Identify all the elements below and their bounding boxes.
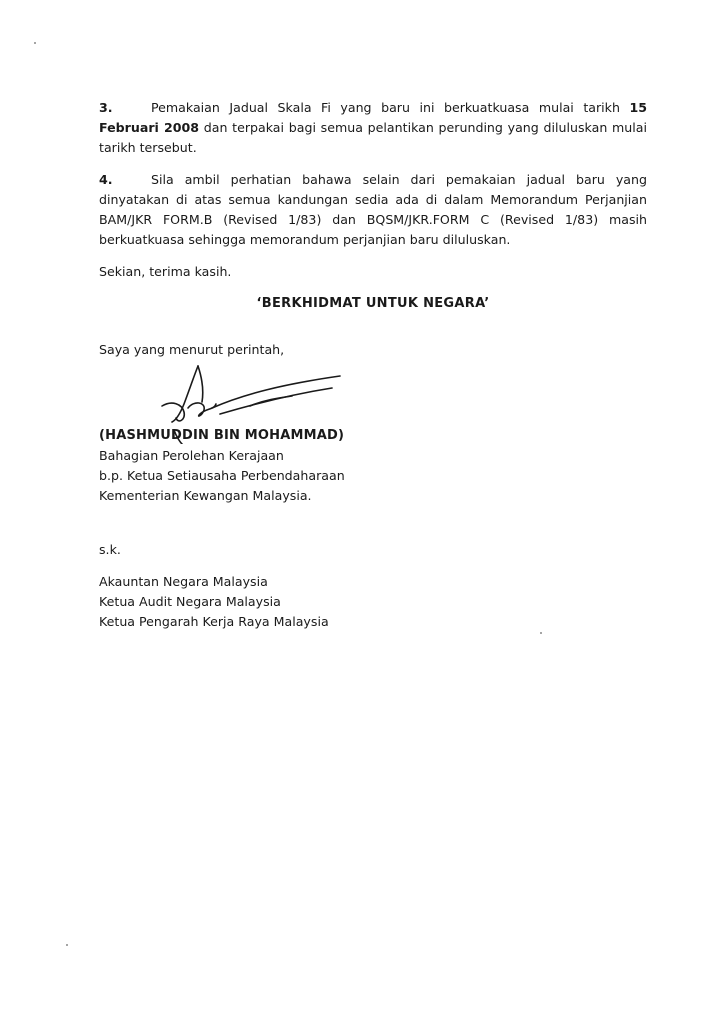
motto: ‘BERKHIDMAT UNTUK NEGARA’ [256, 296, 490, 311]
paragraph-text: Sila ambil perhatian bahawa selain dari pemakaian jadual baru yang dinyatakan di atas semua kandungan sedia ada di dalam Memorandum Perjanjian BAM/JKR FORM.B (Revised 1/83) dan BQSM/JKR.FORM C (Revised 1/83) masih berkuatkuasa sehingga memorandum perjanjian baru diluluskan. [99, 172, 647, 247]
paragraph-number: 3. [99, 100, 113, 115]
handwritten-signature [154, 360, 344, 444]
scan-speck [540, 632, 542, 634]
effective-date: 15 Februari 2008 [99, 100, 647, 135]
letter-body [99, 98, 647, 632]
closing-remark: Sekian, terima kasih. [99, 264, 232, 279]
paragraph-4 [99, 170, 647, 250]
copy-recipient: Akauntan Negara Malaysia [99, 574, 268, 589]
scan-speck [34, 42, 36, 44]
copy-recipient: Ketua Audit Negara Malaysia [99, 594, 281, 609]
paragraph-text: dan terpakai bagi semua pelantikan perunding yang diluluskan mulai tarikh tersebut. [99, 120, 647, 155]
scan-speck [66, 944, 68, 946]
paragraph-text: Pemakaian Jadual Skala Fi yang baru ini berkuatkuasa mulai tarikh [151, 100, 630, 115]
copy-recipient: Ketua Pengarah Kerja Raya Malaysia [99, 614, 329, 629]
paragraph-number: 4. [99, 172, 113, 187]
signatory-on-behalf: b.p. Ketua Setiausaha Perbendaharaan [99, 468, 345, 483]
signatory-ministry: Kementerian Kewangan Malaysia. [99, 488, 312, 503]
signatory-name: (HASHMUDDIN BIN MOHAMMAD) [99, 428, 345, 443]
paragraph-3 [99, 98, 647, 158]
by-order-line: Saya yang menurut perintah, [99, 342, 285, 357]
signatory-division: Bahagian Perolehan Kerajaan [99, 448, 284, 463]
signature-area [99, 360, 647, 426]
copy-to-label: s.k. [99, 542, 121, 557]
